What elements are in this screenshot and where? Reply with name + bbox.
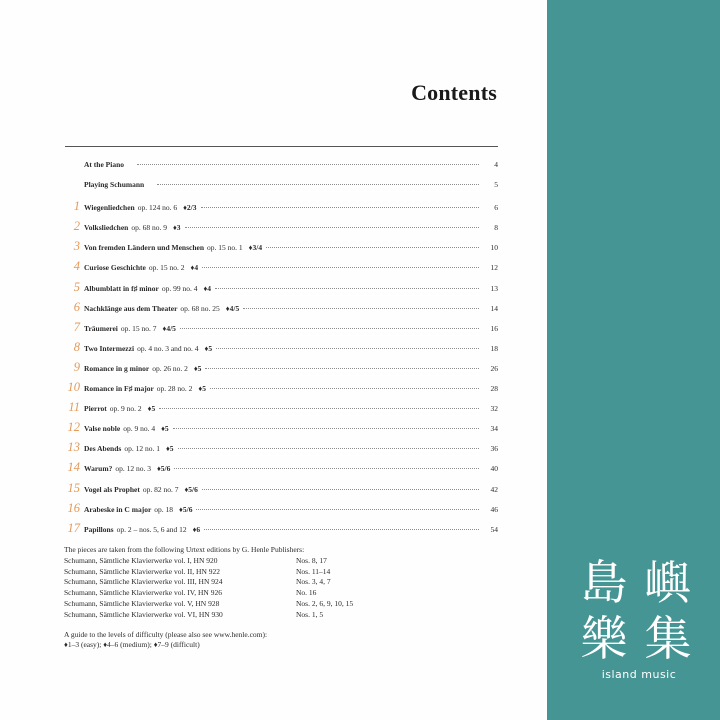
entry-page-number: 16 <box>490 323 498 333</box>
dot-leader <box>174 468 479 469</box>
contents-entry <box>62 160 498 180</box>
entry-page-number: 4 <box>494 160 498 169</box>
entry-difficulty: ♦4 <box>203 283 212 293</box>
entry-title: Valse noble <box>84 424 121 434</box>
entry-number: 16 <box>67 500 80 515</box>
difficulty-levels: ♦1–3 (easy); ♦4–6 (medium); ♦7–9 (difficult) <box>64 640 200 650</box>
entry-number: 14 <box>67 460 80 475</box>
edition-row <box>64 567 504 578</box>
contents-entry <box>62 401 498 421</box>
dot-leader <box>185 227 479 228</box>
entry-difficulty: ♦6 <box>192 524 201 534</box>
dot-leader <box>173 428 479 429</box>
edition-pieces: No. 16 <box>296 588 317 598</box>
entry-title: Arabeske in C major <box>84 504 152 514</box>
entry-opus: op. 15 no. 2 <box>148 263 185 273</box>
logo-char: 島 <box>580 556 628 611</box>
entry-opus: op. 99 no. 4 <box>161 283 198 293</box>
entry-difficulty: ♦4/5 <box>162 323 176 333</box>
entry-page-number: 54 <box>490 524 498 534</box>
dot-leader <box>180 328 479 329</box>
entry-opus: op. 15 no. 7 <box>120 323 157 333</box>
entry-title: Papillons <box>84 524 114 534</box>
entry-title: Träumerei <box>84 323 118 333</box>
contents-entry <box>62 482 498 502</box>
entry-page-number: 13 <box>490 283 498 293</box>
entry-opus: op. 4 no. 3 and no. 4 <box>137 343 199 353</box>
entry-number: 17 <box>67 520 80 535</box>
entry-title: Two Intermezzi <box>84 343 135 353</box>
edition-row <box>64 577 504 588</box>
edition-pieces: Nos. 2, 6, 9, 10, 15 <box>296 598 354 608</box>
entry-opus: op. 68 no. 25 <box>180 303 220 313</box>
entry-number: 1 <box>73 199 80 214</box>
entry-number: 12 <box>67 420 80 435</box>
contents-entry <box>62 240 498 260</box>
logo-char: 樂 <box>580 612 628 667</box>
entry-difficulty: ♦3 <box>172 223 181 233</box>
edition-notes <box>64 545 504 651</box>
dot-leader <box>216 348 479 349</box>
entry-title: Pierrot <box>84 404 107 414</box>
entry-number: 9 <box>73 359 80 374</box>
entry-page-number: 42 <box>490 484 498 494</box>
entry-page-number: 36 <box>490 444 498 454</box>
contents-entry <box>62 321 498 341</box>
edition-name: Schumann, Sämtliche Klavierwerke vol. III, HN 924 <box>64 577 223 587</box>
entry-difficulty: ♦5/6 <box>184 484 198 494</box>
entry-opus: op. 124 no. 6 <box>137 203 178 213</box>
contents-entry <box>62 502 498 522</box>
logo-char: 嶼 <box>644 556 692 611</box>
entry-title: Nachklänge aus dem Theater <box>84 303 178 313</box>
notes-intro: The pieces are taken from the following Urtext editions by G. Henle Publishers: <box>64 545 305 554</box>
contents-entry <box>62 381 498 401</box>
dot-leader <box>178 448 479 449</box>
entry-title: Des Abends <box>84 444 122 454</box>
edition-row <box>64 556 504 567</box>
entry-page-number: 5 <box>494 180 498 190</box>
entry-title: Playing Schumann <box>84 180 145 190</box>
entry-page-number: 12 <box>490 263 498 273</box>
contents-entry <box>62 301 498 321</box>
dot-leader <box>201 207 480 208</box>
entry-opus: op. 9 no. 4 <box>123 424 156 434</box>
contents-entry <box>62 281 498 301</box>
entry-opus: op. 68 no. 9 <box>131 223 167 233</box>
title-divider <box>65 146 498 147</box>
entry-number: 5 <box>73 279 80 294</box>
edition-row <box>64 588 504 599</box>
entry-page-number: 26 <box>490 363 498 373</box>
editions-list <box>64 556 504 621</box>
dot-leader <box>202 267 479 268</box>
dot-leader <box>204 529 479 530</box>
entry-number: 10 <box>67 380 80 395</box>
dot-leader <box>202 489 479 490</box>
entry-opus: op. 15 no. 1 <box>207 243 243 253</box>
entry-number: 8 <box>73 339 80 354</box>
contents-entry <box>62 361 498 381</box>
entry-opus: op. 12 no. 3 <box>115 464 151 474</box>
contents-entry <box>62 200 498 220</box>
edition-name: Schumann, Sämtliche Klavierwerke vol. IV, HN 926 <box>64 588 222 598</box>
entry-title: Warum? <box>84 464 113 474</box>
entry-title: At the Piano <box>84 160 124 169</box>
entry-difficulty: ♦5 <box>161 424 169 434</box>
dot-leader <box>266 247 479 248</box>
edition-pieces: Nos. 8, 17 <box>296 555 327 565</box>
entry-title: Romance in g minor <box>84 363 150 373</box>
entry-title: Curiose Geschichte <box>84 263 146 273</box>
contents-entry <box>62 341 498 361</box>
entry-title: Vogel als Prophet <box>84 484 140 494</box>
entry-difficulty: ♦5 <box>198 384 206 394</box>
entry-difficulty: ♦3/4 <box>248 243 263 253</box>
entry-page-number: 34 <box>490 424 498 434</box>
entry-opus: op. 2 – nos. 5, 6 and 12 <box>116 524 187 534</box>
entry-difficulty: ♦4/5 <box>225 303 240 313</box>
logo-char: 集 <box>644 612 692 667</box>
entry-opus: op. 18 <box>154 504 174 514</box>
edition-pieces: Nos. 11–14 <box>296 566 331 576</box>
entry-page-number: 18 <box>490 343 498 353</box>
entry-opus: op. 26 no. 2 <box>152 363 188 373</box>
page-title: Contents <box>411 80 497 105</box>
entry-number: 7 <box>73 319 80 334</box>
entry-difficulty: ♦5 <box>165 444 174 454</box>
entry-title: Wiegenliedchen <box>84 203 135 213</box>
edition-name: Schumann, Sämtliche Klavierwerke vol. I, HN 920 <box>64 555 218 565</box>
edition-pieces: Nos. 3, 4, 7 <box>296 577 331 587</box>
dot-leader <box>196 509 479 510</box>
contents-entry <box>62 260 498 280</box>
entry-page-number: 10 <box>490 243 498 253</box>
entry-difficulty: ♦5/6 <box>179 504 193 514</box>
dot-leader <box>157 184 479 185</box>
entry-number: 11 <box>68 400 80 415</box>
entry-number: 15 <box>67 480 80 495</box>
entry-opus: op. 28 no. 2 <box>156 384 193 394</box>
difficulty-guide: A guide to the levels of difficulty (please also see www.henle.com): <box>64 629 268 639</box>
edition-row <box>64 599 504 610</box>
edition-name: Schumann, Sämtliche Klavierwerke vol. VI, HN 930 <box>64 609 223 619</box>
entry-difficulty: ♦5 <box>147 404 156 414</box>
entry-title: Von fremden Ländern und Menschen <box>84 243 205 253</box>
entry-difficulty: ♦5 <box>204 343 213 353</box>
dot-leader <box>215 288 479 289</box>
entry-opus: op. 82 no. 7 <box>142 484 179 494</box>
dot-leader <box>210 388 479 389</box>
dot-leader <box>243 308 479 309</box>
entry-page-number: 8 <box>494 223 498 233</box>
contents-entry <box>62 441 498 461</box>
entry-page-number: 28 <box>490 384 498 394</box>
contents-entry <box>62 522 498 542</box>
entry-page-number: 46 <box>490 504 498 514</box>
logo-subtitle: island music <box>601 668 677 681</box>
entry-title: Romance in F♯ major <box>84 384 154 394</box>
contents-entry <box>62 220 498 240</box>
entry-difficulty: ♦4 <box>190 263 199 273</box>
entry-title: Volksliedchen <box>84 223 129 233</box>
contents-list <box>62 160 498 542</box>
entry-page-number: 6 <box>494 203 498 213</box>
entry-number: 13 <box>67 440 80 455</box>
edition-pieces: Nos. 1, 5 <box>296 609 324 619</box>
entry-page-number: 32 <box>490 404 498 414</box>
dot-leader <box>159 408 479 409</box>
entry-opus: op. 12 no. 1 <box>124 444 160 454</box>
contents-entry <box>62 461 498 481</box>
edition-row <box>64 610 504 621</box>
contents-entry <box>62 180 498 200</box>
island-music-logo <box>576 558 702 681</box>
edition-name: Schumann, Sämtliche Klavierwerke vol. II, HN 922 <box>64 566 221 576</box>
entry-number: 3 <box>73 239 80 254</box>
entry-difficulty: ♦2/3 <box>183 203 197 213</box>
dot-leader <box>137 164 479 165</box>
contents-entry <box>62 421 498 441</box>
entry-page-number: 40 <box>490 464 498 474</box>
entry-number: 2 <box>73 219 80 234</box>
entry-difficulty: ♦5 <box>193 363 202 373</box>
entry-difficulty: ♦5/6 <box>156 464 171 474</box>
edition-name: Schumann, Sämtliche Klavierwerke vol. V, HN 928 <box>64 598 220 608</box>
entry-page-number: 14 <box>490 303 498 313</box>
entry-title: Albumblatt in f♯ minor <box>84 283 159 293</box>
entry-number: 6 <box>73 299 80 314</box>
dot-leader <box>205 368 479 369</box>
entry-opus: op. 9 no. 2 <box>109 404 142 414</box>
entry-number: 4 <box>73 259 80 274</box>
